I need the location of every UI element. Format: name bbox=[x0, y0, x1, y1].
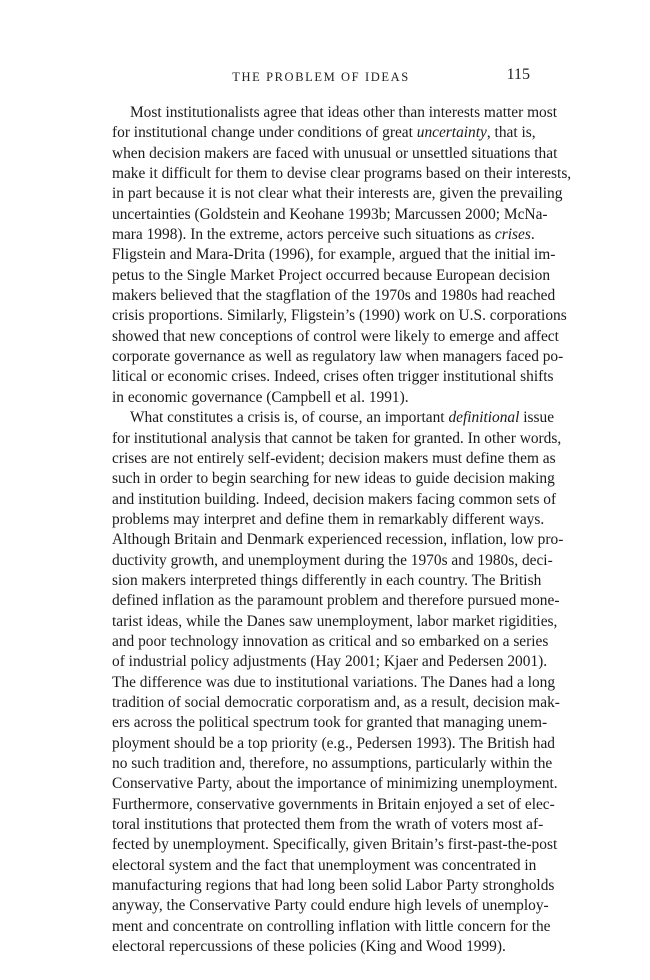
body-text bbox=[112, 103, 572, 957]
text-line: in part because it is not clear what their interests are, given the prevailing bbox=[112, 185, 563, 203]
text-line: defined inflation as the paramount problem and therefore pursued mone- bbox=[112, 592, 560, 610]
text-line: anyway, the Conservative Party could endure high levels of unemploy- bbox=[112, 897, 549, 915]
emphasized-term: definitional bbox=[448, 409, 520, 427]
text-line: makers believed that the stagflation of the 1970s and 1980s had reached bbox=[112, 287, 556, 305]
running-head bbox=[112, 66, 530, 90]
text-line: litical or economic crises. Indeed, crises often trigger institutional shifts bbox=[112, 368, 554, 386]
text-line: problems may interpret and define them in remarkably different ways. bbox=[112, 510, 545, 528]
text-line: What constitutes a crisis is, of course, an important definitional issue bbox=[130, 409, 555, 427]
text-line: no such tradition and, therefore, no assumptions, particularly within the bbox=[112, 755, 553, 772]
emphasized-term: crises bbox=[494, 226, 531, 244]
text-line: and poor technology innovation as critical and so embarked on a series bbox=[112, 632, 549, 650]
text-line: when decision makers are faced with unusual or unsettled situations that bbox=[112, 144, 558, 162]
text-line: electoral repercussions of these policies (King and Wood 1999). bbox=[112, 938, 506, 956]
running-title: THE PROBLEM OF IDEAS bbox=[232, 70, 410, 84]
text-line: Furthermore, conservative governments in Britain enjoyed a set of elec- bbox=[112, 795, 555, 813]
emphasized-term: uncertainty bbox=[416, 124, 487, 142]
text-line: showed that new conceptions of control were likely to emerge and affect bbox=[112, 327, 559, 345]
text-line: for institutional change under conditions of great uncertainty, that is, bbox=[112, 124, 536, 142]
text-line: toral institutions that protected them from the wrath of voters most af- bbox=[112, 816, 544, 834]
text-line: ductivity growth, and unemployment during the 1970s and 1980s, deci- bbox=[112, 551, 553, 569]
text-line: corporate governance as well as regulatory law when managers faced po- bbox=[112, 348, 564, 366]
paragraph bbox=[112, 103, 572, 408]
text-line: sion makers interpreted things differently in each country. The British bbox=[112, 571, 542, 589]
text-line: crises are not entirely self-evident; decision makers must define them as bbox=[112, 449, 556, 467]
text-line: uncertainties (Goldstein and Keohane 1993b; Marcussen 2000; McNa- bbox=[112, 205, 548, 223]
text-line: Fligstein and Mara-Drita (1996), for example, argued that the initial im- bbox=[112, 246, 556, 264]
text-line: petus to the Single Market Project occurred because European decision bbox=[112, 266, 551, 284]
text-line: tradition of social democratic corporatism and, as a result, decision mak- bbox=[112, 693, 560, 711]
text-line: make it difficult for them to devise clear programs based on their interests, bbox=[112, 165, 572, 183]
page-number: 115 bbox=[506, 66, 530, 83]
text-line: tarist ideas, while the Danes saw unemployment, labor market rigidities, bbox=[112, 612, 558, 630]
text-line: such in order to begin searching for new ideas to guide decision making bbox=[112, 470, 555, 488]
text-line: manufacturing regions that had long been solid Labor Party strongholds bbox=[112, 877, 555, 895]
text-line: The difference was due to institutional variations. The Danes had a long bbox=[112, 673, 556, 691]
text-line: ment and concentrate on controlling inflation with little concern for the bbox=[112, 917, 551, 935]
text-line: Conservative Party, about the importance of minimizing unemployment. bbox=[112, 775, 558, 793]
text-line: electoral system and the fact that unemployment was concentrated in bbox=[112, 856, 537, 874]
text-line: Although Britain and Denmark experienced recession, inflation, low pro- bbox=[112, 531, 564, 549]
text-line: and institution building. Indeed, decision makers facing common sets of bbox=[112, 490, 557, 508]
text-line: crisis proportions. Similarly, Fligstein’s (1990) work on U.S. corporations bbox=[112, 307, 567, 325]
text-line: Most institutionalists agree that ideas other than interests matter most bbox=[130, 104, 558, 121]
text-line: mara 1998). In the extreme, actors perceive such situations as crises. bbox=[112, 226, 535, 244]
text-line: fected by unemployment. Specifically, given Britain’s first-past-the-post bbox=[112, 836, 558, 854]
text-line: in economic governance (Campbell et al. 1991). bbox=[112, 388, 409, 406]
text-line: ployment should be a top priority (e.g., Pedersen 1993). The British had bbox=[112, 734, 555, 752]
text-line: ers across the political spectrum took for granted that managing unem- bbox=[112, 714, 548, 732]
text-line: for institutional analysis that cannot be taken for granted. In other words, bbox=[112, 429, 562, 447]
paragraph bbox=[112, 408, 564, 957]
text-line: of industrial policy adjustments (Hay 2001; Kjaer and Pedersen 2001). bbox=[112, 653, 548, 671]
